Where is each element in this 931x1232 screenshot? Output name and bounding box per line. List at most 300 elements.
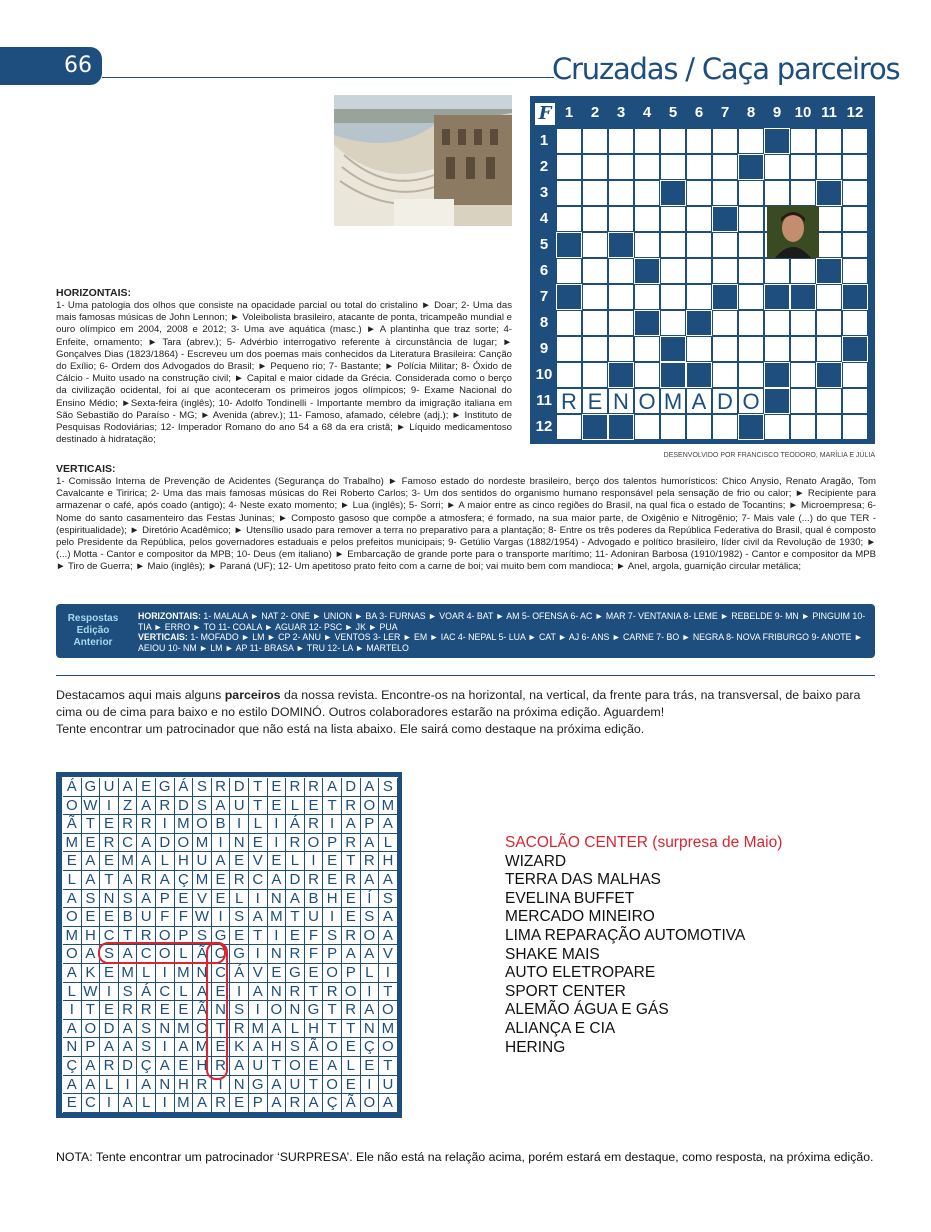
wordsearch-letter[interactable]: I xyxy=(323,908,342,927)
crossword-cell[interactable] xyxy=(582,206,608,232)
wordsearch-letter[interactable]: O xyxy=(156,927,175,946)
wordsearch-letter[interactable]: A xyxy=(175,1038,194,1057)
wordsearch-letter[interactable]: E xyxy=(323,871,342,890)
wordsearch-letter[interactable]: R xyxy=(119,1001,138,1020)
wordsearch-letter[interactable]: P xyxy=(323,834,342,853)
wordsearch-letter[interactable]: M xyxy=(175,964,194,983)
wordsearch-letter[interactable]: M xyxy=(119,852,138,871)
wordsearch-letter[interactable]: E xyxy=(100,908,119,927)
wordsearch-letter[interactable]: V xyxy=(249,964,268,983)
wordsearch-letter[interactable]: N xyxy=(230,834,249,853)
wordsearch-letter[interactable]: V xyxy=(193,890,212,909)
crossword-cell[interactable] xyxy=(816,414,842,440)
wordsearch-letter[interactable]: A xyxy=(156,1057,175,1076)
wordsearch-letter[interactable]: R xyxy=(156,797,175,816)
wordsearch-letter[interactable]: D xyxy=(156,834,175,853)
wordsearch-letter[interactable]: Ã xyxy=(193,1001,212,1020)
wordsearch-letter[interactable]: T xyxy=(212,1020,231,1039)
wordsearch-letter[interactable]: I xyxy=(156,1094,175,1113)
wordsearch-letter[interactable]: R xyxy=(361,852,380,871)
wordsearch-letter[interactable]: M xyxy=(193,1038,212,1057)
crossword-cell[interactable] xyxy=(790,154,816,180)
crossword-cell[interactable] xyxy=(634,206,660,232)
wordsearch-letter[interactable]: O xyxy=(268,1001,287,1020)
wordsearch-letter[interactable]: Á xyxy=(230,964,249,983)
crossword-cell[interactable] xyxy=(738,284,764,310)
crossword-cell[interactable] xyxy=(660,310,686,336)
crossword-cell[interactable] xyxy=(790,258,816,284)
wordsearch-letter[interactable]: K xyxy=(82,964,101,983)
wordsearch-letter[interactable]: E xyxy=(175,890,194,909)
wordsearch-letter[interactable]: E xyxy=(82,834,101,853)
crossword-cell[interactable] xyxy=(608,180,634,206)
crossword-cell[interactable] xyxy=(790,362,816,388)
wordsearch-letter[interactable]: R xyxy=(212,1057,231,1076)
wordsearch-letter[interactable]: I xyxy=(249,1001,268,1020)
wordsearch-letter[interactable]: Á xyxy=(286,815,305,834)
wordsearch-letter[interactable]: R xyxy=(342,834,361,853)
wordsearch-letter[interactable]: O xyxy=(361,797,380,816)
wordsearch-letter[interactable]: E xyxy=(268,778,287,797)
wordsearch-letter[interactable]: U xyxy=(305,908,324,927)
wordsearch-letter[interactable]: E xyxy=(100,1001,119,1020)
wordsearch-letter[interactable]: R xyxy=(212,1094,231,1113)
crossword-cell[interactable] xyxy=(816,310,842,336)
wordsearch-letter[interactable]: R xyxy=(342,1001,361,1020)
wordsearch-letter[interactable]: A xyxy=(63,964,82,983)
wordsearch-letter[interactable]: R xyxy=(323,983,342,1002)
wordsearch-letter[interactable]: E xyxy=(361,1057,380,1076)
crossword-cell[interactable] xyxy=(634,284,660,310)
wordsearch-letter[interactable]: T xyxy=(323,1001,342,1020)
wordsearch-letter[interactable]: P xyxy=(82,1038,101,1057)
crossword-cell[interactable] xyxy=(842,388,868,414)
wordsearch-letter[interactable]: A xyxy=(193,1094,212,1113)
wordsearch-letter[interactable]: L xyxy=(361,964,380,983)
wordsearch-letter[interactable]: U xyxy=(230,797,249,816)
wordsearch-letter[interactable]: H xyxy=(323,890,342,909)
wordsearch-letter[interactable]: N xyxy=(156,1076,175,1095)
wordsearch-letter[interactable]: O xyxy=(379,1001,398,1020)
crossword-cell[interactable] xyxy=(764,154,790,180)
crossword-cell[interactable] xyxy=(634,154,660,180)
wordsearch-letter[interactable]: R xyxy=(305,778,324,797)
wordsearch-letter[interactable]: H xyxy=(305,1020,324,1039)
wordsearch-letter[interactable]: M xyxy=(175,1094,194,1113)
wordsearch-letter[interactable]: G xyxy=(82,778,101,797)
wordsearch-letter[interactable]: R xyxy=(286,834,305,853)
crossword-cell[interactable] xyxy=(816,336,842,362)
crossword-cell[interactable] xyxy=(686,154,712,180)
wordsearch-letter[interactable]: O xyxy=(193,815,212,834)
wordsearch-letter[interactable]: A xyxy=(119,1020,138,1039)
wordsearch-letter[interactable]: A xyxy=(82,945,101,964)
crossword-cell[interactable] xyxy=(738,128,764,154)
wordsearch-letter[interactable]: S xyxy=(193,797,212,816)
crossword-cell[interactable] xyxy=(842,128,868,154)
wordsearch-letter[interactable]: A xyxy=(268,1020,287,1039)
wordsearch-letter[interactable]: A xyxy=(63,890,82,909)
wordsearch-letter[interactable]: I xyxy=(249,945,268,964)
wordsearch-letter[interactable]: R xyxy=(286,983,305,1002)
wordsearch-letter[interactable]: R xyxy=(137,871,156,890)
wordsearch-letter[interactable]: R xyxy=(137,927,156,946)
wordsearch-letter[interactable]: V xyxy=(379,945,398,964)
wordsearch-letter[interactable]: E xyxy=(268,797,287,816)
crossword-cell[interactable] xyxy=(712,154,738,180)
wordsearch-letter[interactable]: D xyxy=(286,871,305,890)
wordsearch-letter[interactable]: T xyxy=(305,983,324,1002)
wordsearch-letter[interactable]: U xyxy=(286,1076,305,1095)
wordsearch-letter[interactable]: W xyxy=(82,983,101,1002)
wordsearch-letter[interactable]: A xyxy=(119,871,138,890)
wordsearch-letter[interactable]: G xyxy=(212,927,231,946)
wordsearch-letter[interactable]: I xyxy=(230,983,249,1002)
wordsearch-letter[interactable]: M xyxy=(63,927,82,946)
crossword-cell[interactable] xyxy=(660,284,686,310)
crossword-cell[interactable] xyxy=(712,128,738,154)
wordsearch-letter[interactable]: R xyxy=(286,945,305,964)
wordsearch-letter[interactable]: I xyxy=(361,1076,380,1095)
wordsearch-letter[interactable]: N xyxy=(63,1038,82,1057)
wordsearch-letter[interactable]: L xyxy=(63,871,82,890)
wordsearch-letter[interactable]: R xyxy=(305,815,324,834)
wordsearch-letter[interactable]: N xyxy=(100,890,119,909)
wordsearch-letter[interactable]: I xyxy=(268,815,287,834)
wordsearch-letter[interactable]: I xyxy=(100,797,119,816)
wordsearch-letter[interactable]: G xyxy=(156,778,175,797)
crossword-cell[interactable] xyxy=(634,232,660,258)
wordsearch-letter[interactable]: A xyxy=(63,1020,82,1039)
wordsearch-letter[interactable]: O xyxy=(361,927,380,946)
crossword-cell[interactable] xyxy=(712,336,738,362)
wordsearch-letter[interactable]: D xyxy=(175,797,194,816)
crossword-cell[interactable] xyxy=(686,336,712,362)
wordsearch-letter[interactable]: P xyxy=(175,927,194,946)
crossword-cell[interactable] xyxy=(608,258,634,284)
wordsearch-letter[interactable]: E xyxy=(212,983,231,1002)
wordsearch-letter[interactable]: I xyxy=(323,815,342,834)
wordsearch-letter[interactable]: I xyxy=(100,983,119,1002)
wordsearch-letter[interactable]: A xyxy=(249,1038,268,1057)
wordsearch-letter[interactable]: I xyxy=(156,815,175,834)
wordsearch-letter[interactable]: R xyxy=(230,871,249,890)
crossword-cell[interactable] xyxy=(608,336,634,362)
wordsearch-letter[interactable]: A xyxy=(379,908,398,927)
wordsearch-letter[interactable]: A xyxy=(82,1076,101,1095)
wordsearch-letter[interactable]: Ã xyxy=(63,815,82,834)
wordsearch-letter[interactable]: I xyxy=(156,1038,175,1057)
wordsearch-letter[interactable]: E xyxy=(175,1001,194,1020)
wordsearch-letter[interactable]: R xyxy=(119,815,138,834)
wordsearch-letter[interactable]: Í xyxy=(361,890,380,909)
wordsearch-letter[interactable]: E xyxy=(82,908,101,927)
wordsearch-letter[interactable]: A xyxy=(286,890,305,909)
wordsearch-letter[interactable]: M xyxy=(119,964,138,983)
wordsearch-letter[interactable]: T xyxy=(82,1001,101,1020)
crossword-cell[interactable] xyxy=(790,388,816,414)
wordsearch-letter[interactable]: E xyxy=(305,1057,324,1076)
crossword-cell[interactable] xyxy=(608,284,634,310)
wordsearch-letter[interactable]: A xyxy=(119,1094,138,1113)
wordsearch-letter[interactable]: A xyxy=(156,871,175,890)
wordsearch-letter[interactable]: G xyxy=(305,1001,324,1020)
wordsearch-letter[interactable]: R xyxy=(193,1076,212,1095)
crossword-cell[interactable] xyxy=(686,180,712,206)
wordsearch-letter[interactable]: T xyxy=(268,1057,287,1076)
crossword-cell[interactable] xyxy=(686,232,712,258)
wordsearch-letter[interactable]: L xyxy=(137,1094,156,1113)
wordsearch-letter[interactable]: R xyxy=(137,1001,156,1020)
wordsearch-letter[interactable]: I xyxy=(212,1076,231,1095)
wordsearch-letter[interactable]: I xyxy=(268,834,287,853)
wordsearch-letter[interactable]: U xyxy=(100,778,119,797)
wordsearch-letter[interactable]: S xyxy=(323,927,342,946)
wordsearch-letter[interactable]: L xyxy=(286,797,305,816)
wordsearch-letter[interactable]: P xyxy=(323,945,342,964)
wordsearch-letter[interactable]: C xyxy=(156,983,175,1002)
crossword-cell[interactable] xyxy=(764,310,790,336)
wordsearch-letter[interactable]: E xyxy=(342,890,361,909)
wordsearch-letter[interactable]: Á xyxy=(63,778,82,797)
wordsearch-letter[interactable]: E xyxy=(305,964,324,983)
wordsearch-letter[interactable]: I xyxy=(100,1094,119,1113)
wordsearch-letter[interactable]: T xyxy=(249,797,268,816)
wordsearch-letter[interactable]: M xyxy=(175,1020,194,1039)
wordsearch-letter[interactable]: E xyxy=(100,815,119,834)
wordsearch-letter[interactable]: L xyxy=(286,1020,305,1039)
wordsearch-letter[interactable]: O xyxy=(175,834,194,853)
wordsearch-letter[interactable]: E xyxy=(230,1094,249,1113)
wordsearch-letter[interactable]: F xyxy=(305,945,324,964)
crossword-cell[interactable] xyxy=(816,284,842,310)
wordsearch-letter[interactable]: S xyxy=(100,945,119,964)
wordsearch-letter[interactable]: E xyxy=(249,834,268,853)
crossword-cell[interactable] xyxy=(660,154,686,180)
wordsearch-letter[interactable]: A xyxy=(137,852,156,871)
wordsearch-letter[interactable]: V xyxy=(249,852,268,871)
crossword-cell[interactable] xyxy=(842,258,868,284)
wordsearch-letter[interactable]: E xyxy=(323,852,342,871)
wordsearch-letter[interactable]: M xyxy=(379,797,398,816)
crossword-cell[interactable] xyxy=(660,128,686,154)
crossword-cell[interactable] xyxy=(556,414,582,440)
wordsearch-letter[interactable]: Á xyxy=(175,778,194,797)
wordsearch-letter[interactable]: E xyxy=(305,797,324,816)
wordsearch-letter[interactable]: S xyxy=(379,890,398,909)
crossword-cell[interactable] xyxy=(582,336,608,362)
wordsearch-letter[interactable]: A xyxy=(212,797,231,816)
wordsearch-letter[interactable]: L xyxy=(63,983,82,1002)
crossword-cell[interactable] xyxy=(634,180,660,206)
wordsearch-letter[interactable]: O xyxy=(305,834,324,853)
wordsearch-letter[interactable]: A xyxy=(361,778,380,797)
crossword-cell[interactable] xyxy=(790,414,816,440)
wordsearch-letter[interactable]: P xyxy=(249,1094,268,1113)
wordsearch-letter[interactable]: T xyxy=(286,908,305,927)
wordsearch-letter[interactable]: I xyxy=(249,890,268,909)
wordsearch-letter[interactable]: L xyxy=(230,890,249,909)
wordsearch-letter[interactable]: A xyxy=(361,871,380,890)
wordsearch-letter[interactable]: S xyxy=(137,1038,156,1057)
wordsearch-letter[interactable]: O xyxy=(63,945,82,964)
wordsearch-letter[interactable]: A xyxy=(119,1038,138,1057)
wordsearch-letter[interactable]: A xyxy=(268,1094,287,1113)
crossword-cell[interactable] xyxy=(842,154,868,180)
wordsearch-letter[interactable]: K xyxy=(230,1038,249,1057)
crossword-cell[interactable] xyxy=(712,362,738,388)
crossword-cell[interactable] xyxy=(764,180,790,206)
wordsearch-letter[interactable]: O xyxy=(212,945,231,964)
wordsearch-letter[interactable]: I xyxy=(305,852,324,871)
wordsearch-letter[interactable]: C xyxy=(212,964,231,983)
crossword-cell[interactable] xyxy=(582,284,608,310)
crossword-cell[interactable] xyxy=(582,258,608,284)
crossword-cell[interactable] xyxy=(634,128,660,154)
crossword-cell[interactable] xyxy=(790,128,816,154)
wordsearch-letter[interactable]: U xyxy=(137,908,156,927)
wordsearch-letter[interactable]: L xyxy=(137,964,156,983)
wordsearch-letter[interactable]: Z xyxy=(119,797,138,816)
wordsearch-letter[interactable]: O xyxy=(342,983,361,1002)
wordsearch-letter[interactable]: N xyxy=(156,1020,175,1039)
wordsearch-letter[interactable]: E xyxy=(156,1001,175,1020)
wordsearch-letter[interactable]: M xyxy=(379,1020,398,1039)
wordsearch-letter[interactable]: A xyxy=(82,1057,101,1076)
crossword-cell[interactable] xyxy=(842,232,868,258)
wordsearch-letter[interactable]: H xyxy=(175,852,194,871)
wordsearch-letter[interactable]: O xyxy=(63,908,82,927)
wordsearch-letter[interactable]: O xyxy=(323,1076,342,1095)
wordsearch-letter[interactable]: A xyxy=(379,871,398,890)
wordsearch-letter[interactable]: T xyxy=(100,871,119,890)
crossword-cell[interactable] xyxy=(686,414,712,440)
crossword-cell[interactable] xyxy=(556,336,582,362)
crossword-cell[interactable] xyxy=(634,414,660,440)
wordsearch-letter[interactable]: T xyxy=(82,815,101,834)
wordsearch-letter[interactable]: Á xyxy=(137,983,156,1002)
wordsearch-letter[interactable]: M xyxy=(268,908,287,927)
wordsearch-letter[interactable]: C xyxy=(119,834,138,853)
crossword-cell[interactable] xyxy=(686,284,712,310)
crossword-cell[interactable] xyxy=(842,180,868,206)
wordsearch-letter[interactable]: W xyxy=(193,908,212,927)
wordsearch-letter[interactable]: R xyxy=(100,1057,119,1076)
wordsearch-letter[interactable]: E xyxy=(268,964,287,983)
wordsearch-letter[interactable]: L xyxy=(379,834,398,853)
wordsearch-letter[interactable]: A xyxy=(268,1076,287,1095)
wordsearch-letter[interactable]: O xyxy=(63,797,82,816)
wordsearch-letter[interactable]: A xyxy=(342,815,361,834)
crossword-cell[interactable] xyxy=(738,258,764,284)
crossword-cell[interactable] xyxy=(738,336,764,362)
crossword-cell[interactable] xyxy=(660,206,686,232)
crossword-cell[interactable] xyxy=(816,128,842,154)
wordsearch-letter[interactable]: R xyxy=(286,778,305,797)
wordsearch-letter[interactable]: R xyxy=(305,871,324,890)
wordsearch-letter[interactable]: A xyxy=(230,1057,249,1076)
wordsearch-letter[interactable]: S xyxy=(230,908,249,927)
crossword-cell[interactable] xyxy=(660,258,686,284)
crossword-cell[interactable] xyxy=(608,310,634,336)
wordsearch-letter[interactable]: S xyxy=(193,927,212,946)
wordsearch-letter[interactable]: E xyxy=(268,852,287,871)
wordsearch-letter[interactable]: Ç xyxy=(323,1094,342,1113)
wordsearch-letter[interactable]: F xyxy=(156,908,175,927)
wordsearch-letter[interactable]: R xyxy=(342,871,361,890)
wordsearch-letter[interactable]: A xyxy=(323,778,342,797)
wordsearch-letter[interactable]: E xyxy=(342,1038,361,1057)
crossword-cell[interactable] xyxy=(556,310,582,336)
crossword-cell[interactable] xyxy=(660,232,686,258)
crossword-cell[interactable] xyxy=(738,310,764,336)
wordsearch-letter[interactable]: G xyxy=(230,945,249,964)
wordsearch-letter[interactable]: L xyxy=(175,945,194,964)
crossword-cell[interactable] xyxy=(790,336,816,362)
wordsearch-letter[interactable]: E xyxy=(230,852,249,871)
wordsearch-letter[interactable]: I xyxy=(212,834,231,853)
wordsearch-letter[interactable]: E xyxy=(100,964,119,983)
wordsearch-letter[interactable]: C xyxy=(100,927,119,946)
wordsearch-letter[interactable]: I xyxy=(212,908,231,927)
wordsearch-letter[interactable]: E xyxy=(63,1094,82,1113)
wordsearch-letter[interactable]: M xyxy=(249,1020,268,1039)
wordsearch-letter[interactable]: A xyxy=(323,1057,342,1076)
wordsearch-letter[interactable]: L xyxy=(100,1076,119,1095)
wordsearch-letter[interactable]: I xyxy=(156,964,175,983)
wordsearch-letter[interactable]: A xyxy=(249,908,268,927)
wordsearch-letter[interactable]: Ç xyxy=(361,1038,380,1057)
crossword-cell[interactable] xyxy=(582,180,608,206)
crossword-cell[interactable] xyxy=(634,362,660,388)
crossword-cell[interactable] xyxy=(608,206,634,232)
wordsearch-letter[interactable]: C xyxy=(82,1094,101,1113)
wordsearch-letter[interactable]: A xyxy=(361,834,380,853)
wordsearch-letter[interactable]: R xyxy=(342,797,361,816)
wordsearch-letter[interactable]: L xyxy=(249,815,268,834)
crossword-cell[interactable] xyxy=(816,388,842,414)
wordsearch-letter[interactable]: F xyxy=(175,908,194,927)
wordsearch-letter[interactable]: E xyxy=(63,852,82,871)
wordsearch-letter[interactable]: O xyxy=(82,1020,101,1039)
wordsearch-letter[interactable]: A xyxy=(137,1076,156,1095)
crossword-cell[interactable] xyxy=(556,206,582,232)
wordsearch-letter[interactable]: G xyxy=(286,964,305,983)
wordsearch-letter[interactable]: D xyxy=(342,778,361,797)
wordsearch-letter[interactable]: O xyxy=(323,964,342,983)
wordsearch-letter[interactable]: Ã xyxy=(305,1038,324,1057)
crossword-cell[interactable] xyxy=(790,310,816,336)
crossword-cell[interactable] xyxy=(842,206,868,232)
wordsearch-letter[interactable]: T xyxy=(342,852,361,871)
crossword-cell[interactable] xyxy=(738,180,764,206)
wordsearch-letter[interactable]: Ç xyxy=(175,871,194,890)
wordsearch-letter[interactable]: H xyxy=(193,1057,212,1076)
wordsearch-letter[interactable]: A xyxy=(379,927,398,946)
wordsearch-letter[interactable]: A xyxy=(249,983,268,1002)
wordsearch-letter[interactable]: Ç xyxy=(137,1057,156,1076)
crossword-cell[interactable] xyxy=(712,414,738,440)
crossword-cell[interactable] xyxy=(738,206,764,232)
wordsearch-letter[interactable]: D xyxy=(230,778,249,797)
crossword-cell[interactable] xyxy=(712,232,738,258)
wordsearch-letter[interactable]: I xyxy=(379,964,398,983)
wordsearch-letter[interactable]: I xyxy=(268,927,287,946)
wordsearch-letter[interactable]: N xyxy=(286,1001,305,1020)
wordsearch-letter[interactable]: S xyxy=(119,890,138,909)
wordsearch-letter[interactable]: R xyxy=(137,815,156,834)
wordsearch-letter[interactable]: E xyxy=(212,890,231,909)
